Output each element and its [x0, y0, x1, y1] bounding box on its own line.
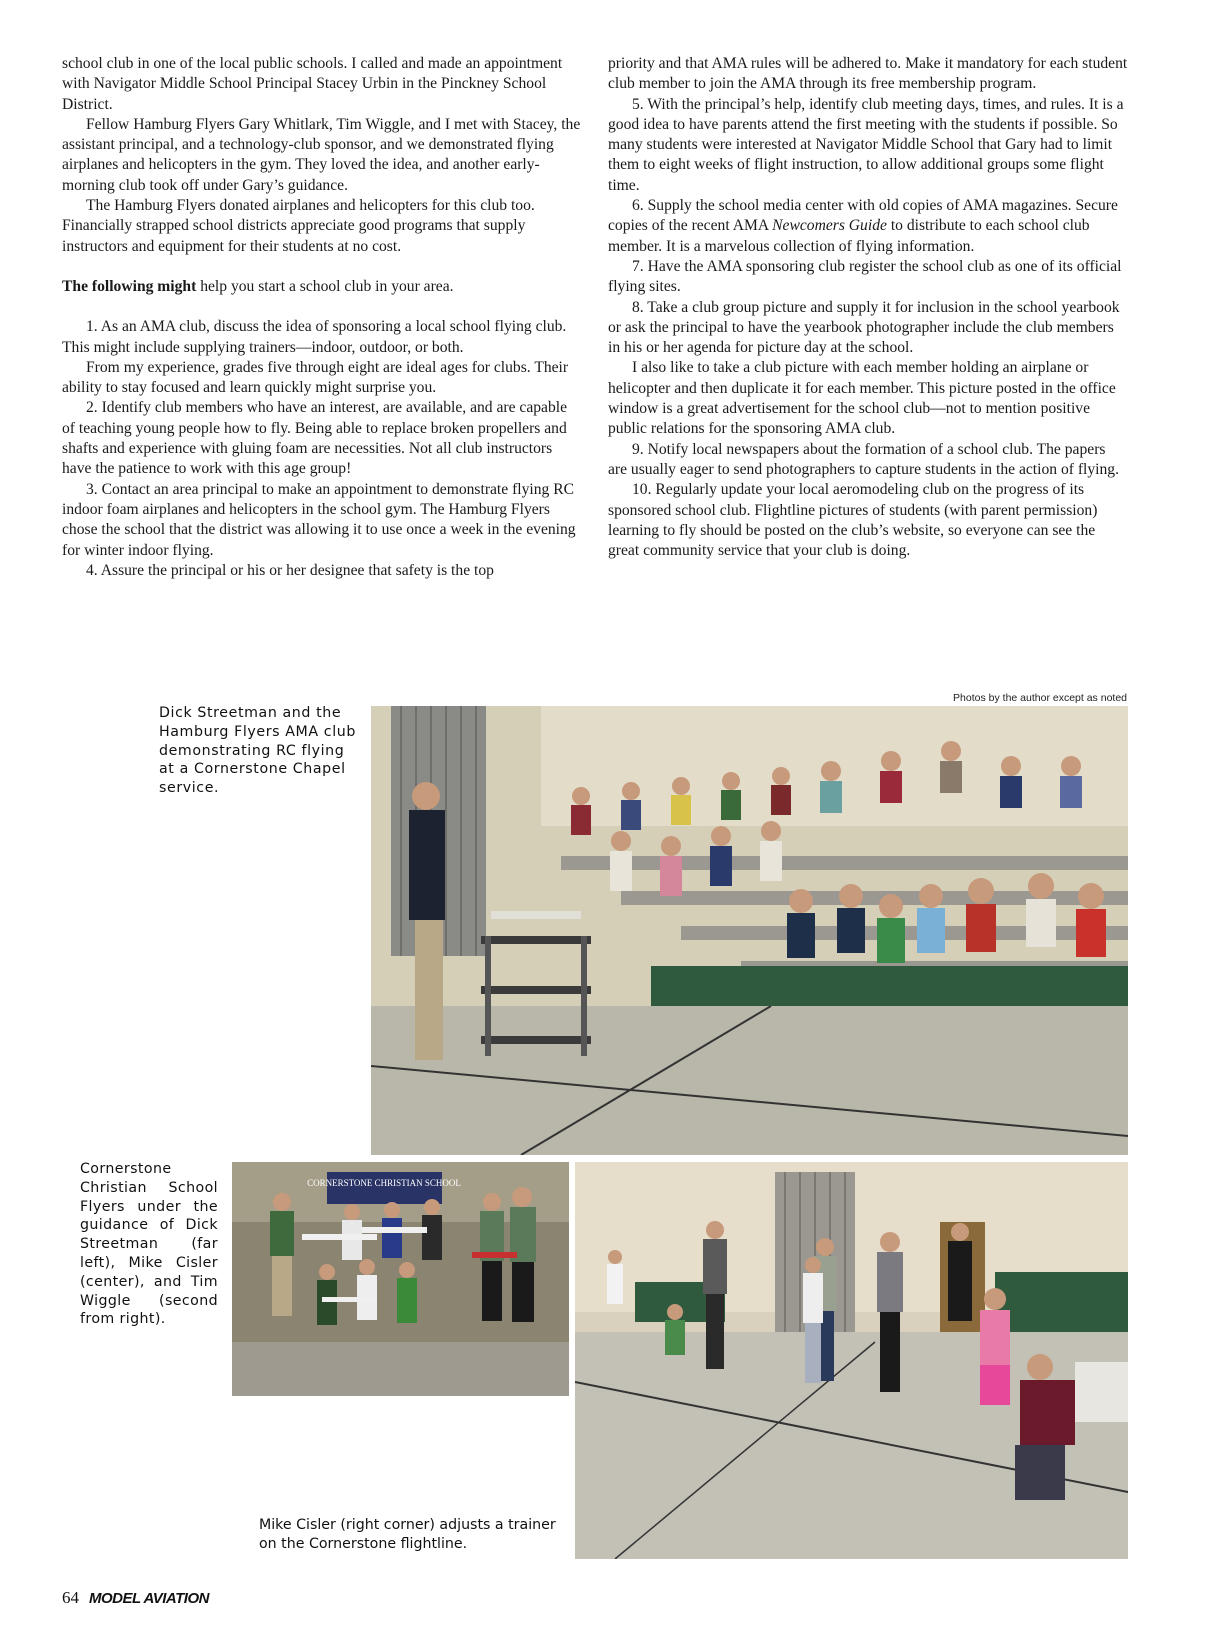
list-item: 4. Assure the principal or his or her designee that safety is the top	[86, 561, 494, 579]
list-item: 1. As an AMA club, discuss the idea of sponsoring a local school flying club. This might include supplying trainers—indoor, outdoor, or both.	[62, 318, 567, 356]
paragraph: The Hamburg Flyers donated airplanes and helicopters for this club too. Financially strapped school districts appreciate good programs that supply instructors and equipment for their students at no cost.	[62, 197, 535, 255]
list-item: 3. Contact an area principal to make an appointment to demonstrate flying RC indoor foam airplanes and helicopters in the school gym. The Hamburg Flyers chose the school that the district was allowing it to use once a week in the evening for winter indoor flying.	[62, 480, 576, 559]
list-item: 10. Regularly update your local aeromodeling club on the progress of its sponsored school club. Flightline pictures of students (with parent permission) learning to fly should be posted on the club’s website, so everyone can see the great community service that your club is doing.	[608, 481, 1098, 560]
photo-flightline	[575, 1162, 1128, 1559]
club-group-illustration	[232, 1162, 569, 1396]
magazine-name: MODEL AVIATION	[89, 1590, 209, 1607]
list-item: 9. Notify local newspapers about the formation of a school club. The papers are usually eager to send photographers to capture students in the action of flying.	[608, 440, 1119, 478]
list-item: 2. Identify club members who have an interest, are available, and are capable of teaching young people how to fly. Being able to replace broken propellers and shafts and experience with gluing foam are necessities. Not all club instructors have the patience to work with this age group!	[62, 399, 568, 478]
photo-gym-demonstration	[371, 706, 1128, 1155]
page-footer	[62, 1588, 209, 1608]
list-item-text: to distribute to each school club member. It is a marvelous collection of flying information.	[608, 217, 1090, 255]
paragraph: I also like to take a club picture with each member holding an airplane or helicopter and then duplicate it for each member. This picture posted in the office window is a great advertisement for the school club—not to mention positive public relations for the sponsoring AMA club.	[608, 359, 1116, 438]
banner-text: CORNERSTONE CHRISTIAN SCHOOL	[307, 1178, 461, 1188]
gym-demonstration-illustration	[371, 706, 1128, 1155]
photo-credit: Photos by the author except as noted	[953, 692, 1127, 704]
paragraph: school club in one of the local public schools. I called and made an appointment with Navigator Middle School Principal Stacey Urbin in the Pinckney School District.	[62, 55, 563, 113]
caption-flightline-photo: Mike Cisler (right corner) adjusts a trainer on the Cornerstone flightline.	[259, 1517, 556, 1552]
list-item: 8. Take a club group picture and supply it for inclusion in the school yearbook or ask the principal to have the yearbook photographer include the club members in his or her agenda for picture day at the school.	[608, 298, 1120, 357]
list-item: 5. With the principal’s help, identify club meeting days, times, and rules. It is a good idea to have parents attend the first meeting with the students if possible. So many students were interested at Navigator Middle School that Gary had to limit them to eight weeks of flight instruction, to allow additional groups some flight time.	[608, 95, 1124, 194]
list-item: 7. Have the AMA sponsoring club register the school club as one of its official flying sites.	[608, 257, 1122, 296]
paragraph: From my experience, grades five through eight are ideal ages for clubs. Their ability to stay focused and learn quickly might surprise you.	[62, 358, 569, 397]
article-right-column	[608, 54, 1128, 561]
list-item	[608, 196, 1128, 257]
photo-club-group	[232, 1162, 569, 1396]
paragraph: Fellow Hamburg Flyers Gary Whitlark, Tim Wiggle, and I met with Stacey, the assistant principal, and a technology-club sponsor, and we demonstrated flying airplanes and helicopters in the gym. They loved the idea, and another early-morning club took off under Gary’s guidance.	[62, 115, 581, 194]
paragraph-lead-in	[62, 277, 582, 297]
lead-in-bold: The following might	[62, 277, 197, 295]
article-left-column	[62, 54, 582, 581]
caption-group-photo: Cornerstone Christian School Flyers under the guidance of Dick Streetman (far left), Mike Cisler (center), and Tim Wiggle (second from right).	[80, 1161, 218, 1328]
flightline-illustration	[575, 1162, 1128, 1559]
guide-title: Newcomers Guide	[772, 217, 887, 235]
lead-in-rest: help you start a school club in your area.	[200, 277, 454, 295]
list-item-text: 6. Supply the school media center with old copies of AMA magazines. Secure copies of the recent AMA	[608, 197, 1118, 235]
caption-main-photo: Dick Streetman and the Hamburg Flyers AMA club demonstrating RC flying at a Cornerstone Chapel service.	[159, 705, 356, 797]
paragraph: priority and that AMA rules will be adhered to. Make it mandatory for each student club member to join the AMA through its free membership program.	[608, 55, 1128, 93]
page-number: 64	[62, 1588, 79, 1607]
